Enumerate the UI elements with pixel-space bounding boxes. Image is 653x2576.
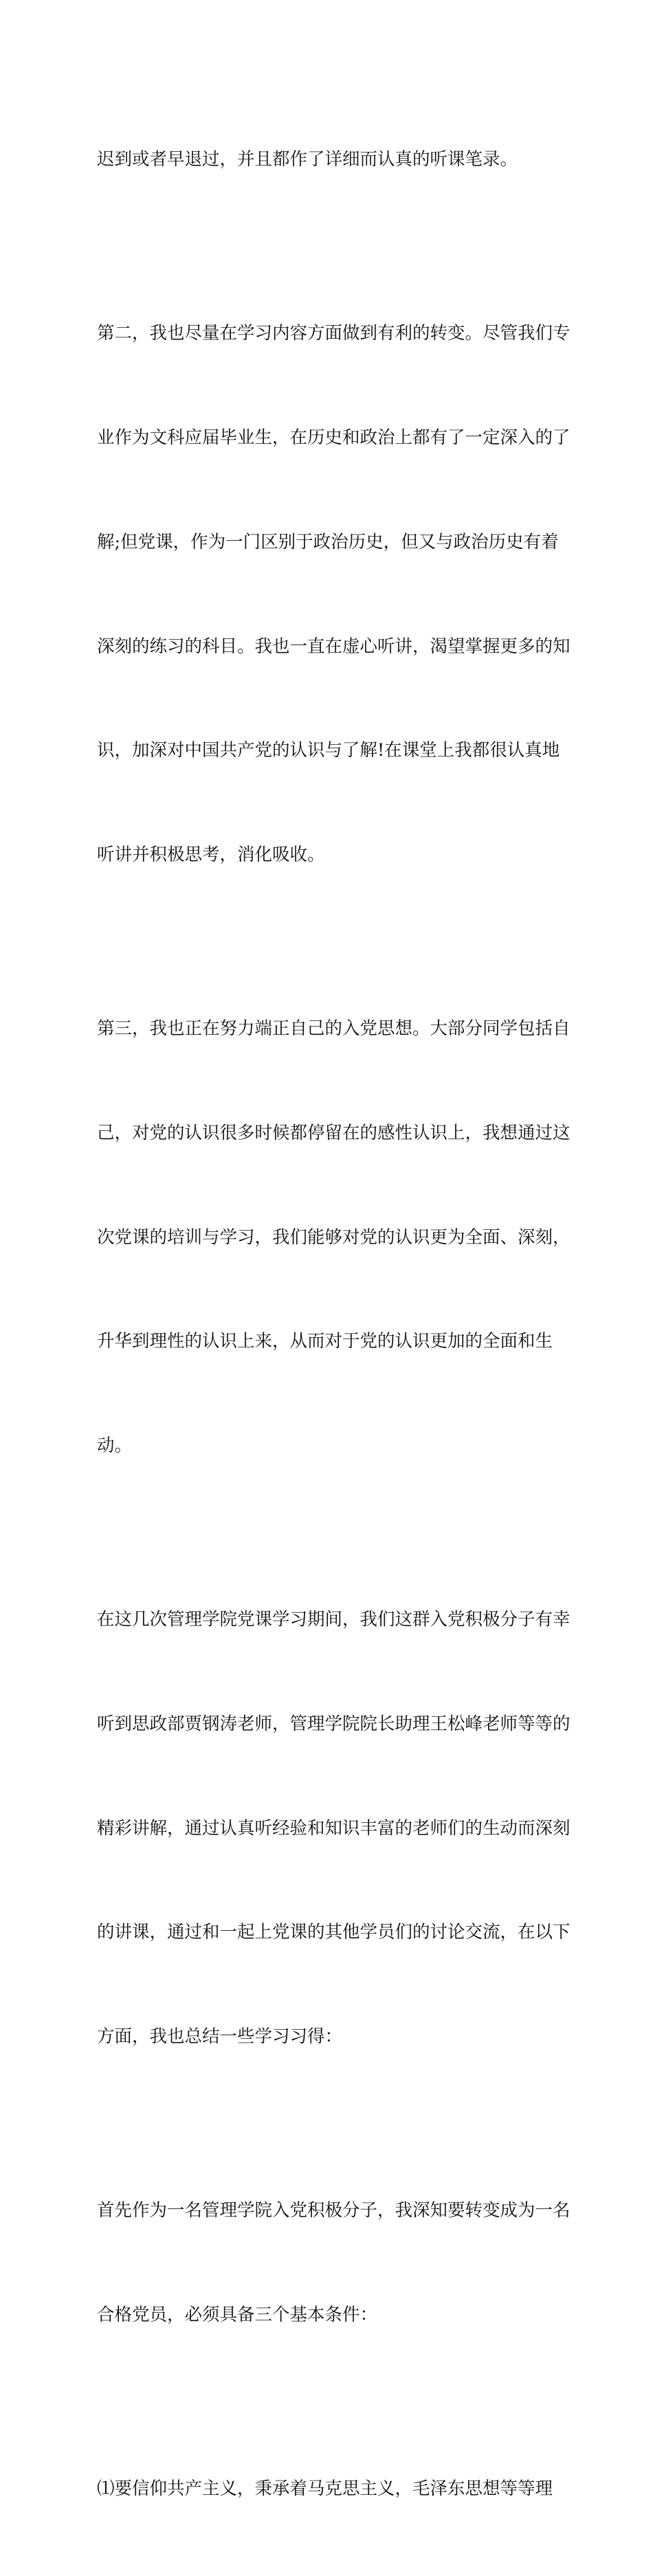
paragraph-3 [97,942,571,1533]
text-line: 第二，我也尽量在学习内容方面做到有利的转变。尽管我们专 [97,323,571,344]
text-line: 己，对党的认识很多时候都停留在的感性认识上，我想通过这 [97,1122,571,1143]
text-line: 第三，我也正在努力端正自己的入党思想。大部分同学包括自 [97,1018,571,1040]
text-line: 听到思政部贾钢涛老师，管理学院院长助理王松峰老师等等的 [97,1713,571,1734]
text-line: 首先作为一名管理学院入党积极分子，我深知要转变成为一名 [97,2200,571,2221]
text-line: 听讲并积极思考，消化吸收。 [97,844,325,866]
text-line: ⑴要信仰共产主义，秉承着马克思主义，毛泽东思想等等理 [97,2478,553,2499]
text-line: 精彩讲解，通过认真听经验和知识丰富的老师们的生动而深刻 [97,1817,571,1839]
text-line: 合格党员，必须具备三个基本条件： [97,2305,378,2325]
document-body [97,73,571,2576]
text-line: 深刻的练习的科目。我也一直在虚心听讲，渴望掌握更多的知 [97,636,571,657]
paragraph-6 [97,2402,564,2576]
paragraph-2 [97,247,571,942]
text-line: 解;但党课，作为一门区别于政治历史，但又与政治历史有着 [97,531,559,552]
text-line: 在这几次管理学院党课学习期间，我们这群入党积极分子有幸 [97,1609,571,1631]
text-line: 业作为文科应届毕业生，在历史和政治上都有了一定深入的了 [97,427,571,448]
paragraph-5 [97,2124,571,2402]
text-line: 次党课的培训与学习，我们能够对党的认识更为全面、深刻， [97,1227,571,1248]
text-line: 升华到理性的认识上来，从而对于党的认识更加的全面和生 [97,1331,553,1352]
paragraph-4 [97,1533,571,2124]
text-line: 识，加深对中国共产党的认识与了解!在课堂上我都很认真地 [97,740,560,761]
text-line: 的讲课，通过和一起上党课的其他学员们的讨论交流，在以下 [97,1922,571,1943]
text-line: 动。 [97,1435,133,1457]
paragraph-1 [97,73,564,247]
text-line: 方面，我也总结一些学习习得： [97,2026,343,2048]
text-line: 迟到或者早退过，并且都作了详细而认真的听课笔录。 [97,149,518,170]
